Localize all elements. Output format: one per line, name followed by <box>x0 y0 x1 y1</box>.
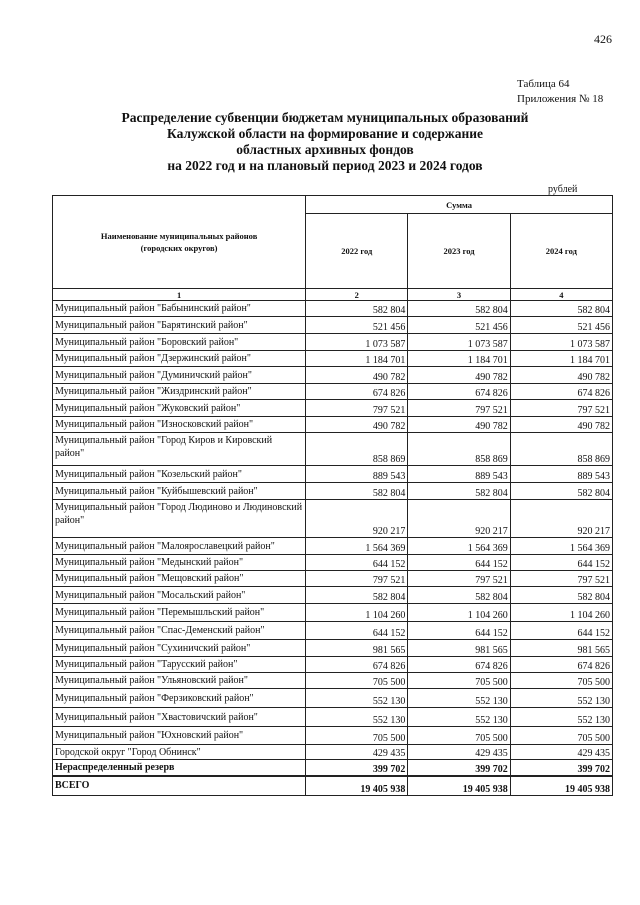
grand-total-row-label: ВСЕГО <box>53 776 306 796</box>
amount-2024-cell: 797 521 <box>510 571 612 587</box>
amount-2024-cell: 644 152 <box>510 622 612 640</box>
header-name <box>53 196 306 289</box>
title-line-3: областных архивных фондов <box>236 142 414 157</box>
title-line-2: Калужской области на формирование и содержание <box>166 126 483 141</box>
amount-2023-cell: 797 521 <box>408 400 510 417</box>
amount-2022-cell: 705 500 <box>306 727 408 745</box>
amount-2022-cell: 797 521 <box>306 400 408 417</box>
amount-2023-cell: 582 804 <box>408 301 510 317</box>
table-number: Таблица 64 <box>517 78 570 90</box>
amount-2023-cell: 644 152 <box>408 622 510 640</box>
title-line-4: на 2022 год и на плановый период 2023 и 2024 годов <box>167 158 483 173</box>
amount-2023-cell: 674 826 <box>408 657 510 673</box>
header-year-2023: 2023 год <box>408 214 510 289</box>
grand-total-row <box>53 776 613 796</box>
amount-2022-cell: 981 565 <box>306 640 408 657</box>
table-row <box>53 384 613 400</box>
amount-2022-cell: 644 152 <box>306 555 408 571</box>
column-number-1: 1 <box>53 289 306 301</box>
district-name-cell: Муниципальный район "Ульяновский район" <box>53 673 306 689</box>
amount-2023-cell: 797 521 <box>408 571 510 587</box>
amount-2024-cell: 582 804 <box>510 483 612 500</box>
amount-2023-cell: 705 500 <box>408 673 510 689</box>
grand-total-row-2024-cell: 19 405 938 <box>510 776 612 796</box>
amount-2024-cell: 920 217 <box>510 500 612 538</box>
amount-2022-cell: 674 826 <box>306 657 408 673</box>
grand-total-row-2023-cell: 19 405 938 <box>408 776 510 796</box>
table-row <box>53 367 613 384</box>
district-name-cell: Муниципальный район "Износковский район" <box>53 417 306 433</box>
amount-2024-cell: 552 130 <box>510 689 612 708</box>
amount-2023-cell: 552 130 <box>408 689 510 708</box>
header-name-line-1: Наименование муниципальных районов <box>100 231 258 241</box>
amount-2024-cell: 705 500 <box>510 727 612 745</box>
amount-2024-cell: 674 826 <box>510 384 612 400</box>
table-row <box>53 351 613 367</box>
district-name-cell: Муниципальный район "Мещовский район" <box>53 571 306 587</box>
district-name-cell: Муниципальный район "Город Людиново и Людиновский район" <box>53 500 306 538</box>
amount-2023-cell: 582 804 <box>408 483 510 500</box>
page-number: 426 <box>594 32 612 46</box>
header-year-2024: 2024 год <box>510 214 612 289</box>
amount-2023-cell: 1 073 587 <box>408 334 510 351</box>
amount-2024-cell: 429 435 <box>510 745 612 760</box>
table-row <box>53 500 613 538</box>
amount-2022-cell: 1 564 369 <box>306 538 408 555</box>
amount-2024-cell: 582 804 <box>510 587 612 604</box>
amount-2024-cell: 705 500 <box>510 673 612 689</box>
district-name-cell: Муниципальный район "Думиничский район" <box>53 367 306 384</box>
table-row <box>53 466 613 483</box>
district-name-cell: Муниципальный район "Куйбышевский район" <box>53 483 306 500</box>
appendix-number: Приложения № 18 <box>517 93 604 105</box>
amount-2023-cell: 582 804 <box>408 587 510 604</box>
amount-2024-cell: 582 804 <box>510 301 612 317</box>
table-row <box>53 622 613 640</box>
reserve-row-label: Нераспределенный резерв <box>53 760 306 776</box>
table-row <box>53 708 613 727</box>
amount-2022-cell: 521 456 <box>306 317 408 334</box>
amount-2024-cell: 1 564 369 <box>510 538 612 555</box>
amount-2024-cell: 858 869 <box>510 433 612 466</box>
table-row <box>53 538 613 555</box>
amount-2023-cell: 705 500 <box>408 727 510 745</box>
amount-2024-cell: 521 456 <box>510 317 612 334</box>
district-name-cell: Муниципальный район "Дзержинский район" <box>53 351 306 367</box>
table-row <box>53 555 613 571</box>
table-row <box>53 334 613 351</box>
column-number-4: 4 <box>510 289 612 301</box>
amount-2023-cell: 521 456 <box>408 317 510 334</box>
table-row <box>53 417 613 433</box>
amount-2024-cell: 552 130 <box>510 708 612 727</box>
amount-2024-cell: 490 782 <box>510 367 612 384</box>
amount-2024-cell: 1 184 701 <box>510 351 612 367</box>
amount-2022-cell: 858 869 <box>306 433 408 466</box>
amount-2024-cell: 1 104 260 <box>510 604 612 622</box>
header-name-line-2: (городских округов) <box>140 243 218 253</box>
table-row <box>53 483 613 500</box>
amount-2022-cell: 889 543 <box>306 466 408 483</box>
reserve-row <box>53 760 613 776</box>
amount-2022-cell: 429 435 <box>306 745 408 760</box>
column-number-2: 2 <box>306 289 408 301</box>
table-body <box>53 301 613 796</box>
amount-2022-cell: 1 073 587 <box>306 334 408 351</box>
table-row <box>53 727 613 745</box>
amount-2024-cell: 674 826 <box>510 657 612 673</box>
table-row <box>53 400 613 417</box>
amount-2022-cell: 920 217 <box>306 500 408 538</box>
district-name-cell: Муниципальный район "Козельский район" <box>53 466 306 483</box>
amount-2022-cell: 674 826 <box>306 384 408 400</box>
amount-2023-cell: 1 104 260 <box>408 604 510 622</box>
table-row <box>53 317 613 334</box>
amount-2023-cell: 644 152 <box>408 555 510 571</box>
table-row <box>53 657 613 673</box>
amount-2022-cell: 582 804 <box>306 483 408 500</box>
district-name-cell: Муниципальный район "Мосальский район" <box>53 587 306 604</box>
table-row <box>53 433 613 466</box>
table-row <box>53 301 613 317</box>
amount-2022-cell: 644 152 <box>306 622 408 640</box>
district-name-cell: Муниципальный район "Жиздринский район" <box>53 384 306 400</box>
district-name-cell: Муниципальный район "Бабынинский район" <box>53 301 306 317</box>
amount-2024-cell: 1 073 587 <box>510 334 612 351</box>
amount-2022-cell: 552 130 <box>306 708 408 727</box>
district-name-cell: Муниципальный район "Сухиничский район" <box>53 640 306 657</box>
district-name-cell: Муниципальный район "Перемышльский район" <box>53 604 306 622</box>
district-name-cell: Муниципальный район "Жуковский район" <box>53 400 306 417</box>
amount-2023-cell: 1 184 701 <box>408 351 510 367</box>
amount-2024-cell: 797 521 <box>510 400 612 417</box>
amount-2022-cell: 797 521 <box>306 571 408 587</box>
amount-2023-cell: 674 826 <box>408 384 510 400</box>
district-name-cell: Муниципальный район "Хвастовичский район" <box>53 708 306 727</box>
amount-2022-cell: 490 782 <box>306 417 408 433</box>
table-row <box>53 640 613 657</box>
table-row <box>53 587 613 604</box>
table-row <box>53 689 613 708</box>
table-row <box>53 571 613 587</box>
header-year-2022: 2022 год <box>306 214 408 289</box>
column-number-3: 3 <box>408 289 510 301</box>
amount-2023-cell: 889 543 <box>408 466 510 483</box>
table-row <box>53 604 613 622</box>
table-reference <box>517 77 603 107</box>
district-name-cell: Городской округ "Город Обнинск" <box>53 745 306 760</box>
amount-2023-cell: 490 782 <box>408 367 510 384</box>
amount-2024-cell: 490 782 <box>510 417 612 433</box>
amount-2023-cell: 920 217 <box>408 500 510 538</box>
district-name-cell: Муниципальный район "Медынский район" <box>53 555 306 571</box>
district-name-cell: Муниципальный район "Юхновский район" <box>53 727 306 745</box>
amount-2023-cell: 490 782 <box>408 417 510 433</box>
subvention-table <box>52 195 613 796</box>
reserve-row-2024-cell: 399 702 <box>510 760 612 776</box>
title-line-1: Распределение субвенции бюджетам муниципальных образований <box>121 110 529 125</box>
amount-2023-cell: 1 564 369 <box>408 538 510 555</box>
reserve-row-2022-cell: 399 702 <box>306 760 408 776</box>
district-name-cell: Муниципальный район "Барятинский район" <box>53 317 306 334</box>
table-row <box>53 745 613 760</box>
district-name-cell: Муниципальный район "Боровский район" <box>53 334 306 351</box>
units-label: рублей <box>548 184 578 195</box>
reserve-row-2023-cell: 399 702 <box>408 760 510 776</box>
amount-2023-cell: 858 869 <box>408 433 510 466</box>
district-name-cell: Муниципальный район "Ферзиковский район" <box>53 689 306 708</box>
amount-2022-cell: 552 130 <box>306 689 408 708</box>
amount-2022-cell: 490 782 <box>306 367 408 384</box>
amount-2023-cell: 981 565 <box>408 640 510 657</box>
header-sum: Сумма <box>306 196 613 214</box>
amount-2022-cell: 1 184 701 <box>306 351 408 367</box>
amount-2022-cell: 582 804 <box>306 301 408 317</box>
amount-2024-cell: 889 543 <box>510 466 612 483</box>
amount-2022-cell: 705 500 <box>306 673 408 689</box>
amount-2023-cell: 429 435 <box>408 745 510 760</box>
district-name-cell: Муниципальный район "Спас-Деменский район" <box>53 622 306 640</box>
amount-2022-cell: 1 104 260 <box>306 604 408 622</box>
district-name-cell: Муниципальный район "Тарусский район" <box>53 657 306 673</box>
document-title <box>60 110 590 174</box>
district-name-cell: Муниципальный район "Малоярославецкий район" <box>53 538 306 555</box>
amount-2024-cell: 644 152 <box>510 555 612 571</box>
district-name-cell: Муниципальный район "Город Киров и Кировский район" <box>53 433 306 466</box>
amount-2024-cell: 981 565 <box>510 640 612 657</box>
table-row <box>53 673 613 689</box>
amount-2022-cell: 582 804 <box>306 587 408 604</box>
grand-total-row-2022-cell: 19 405 938 <box>306 776 408 796</box>
amount-2023-cell: 552 130 <box>408 708 510 727</box>
